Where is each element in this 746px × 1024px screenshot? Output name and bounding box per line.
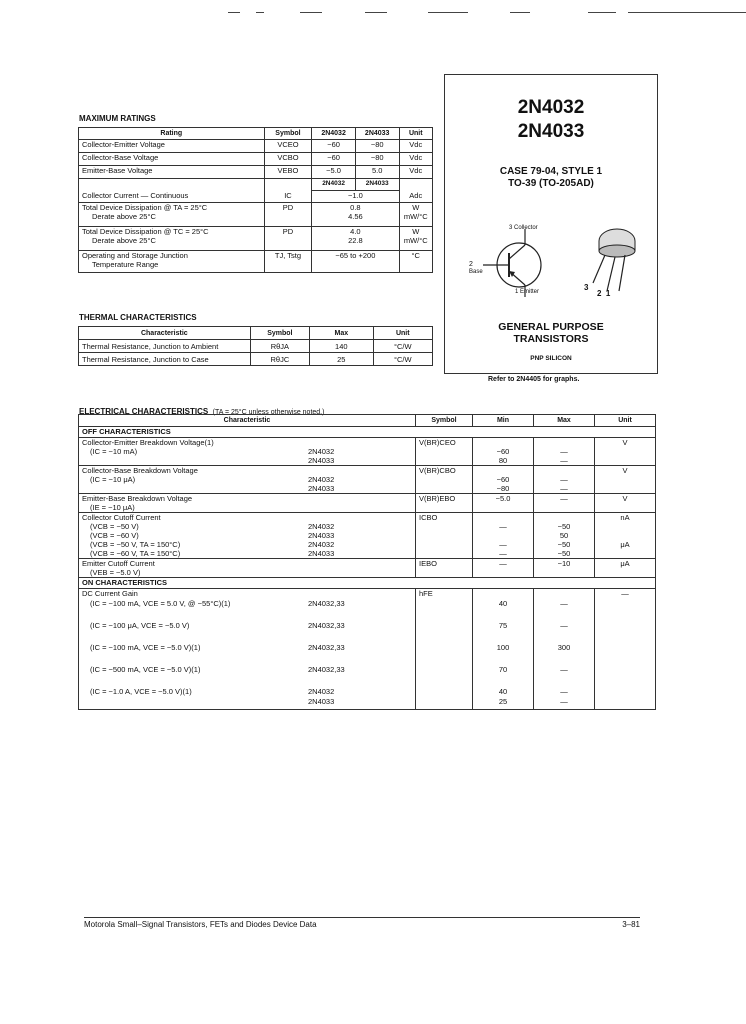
table-row: Collector-Emitter Breakdown Voltage(1) (IC = −10 mA) 2N4032 2N4033 V(BR)CEO −60 80 — — V: [79, 438, 656, 466]
general-purpose-2: TRANSISTORS: [513, 333, 589, 345]
max-ratings-table: [78, 127, 433, 273]
col-unit: Unit: [399, 128, 433, 140]
table-row: Emitter-Base Breakdown Voltage (IE = −10 μA) V(BR)EBO −5.0 — V: [79, 494, 656, 513]
base-pin-label: 2: [469, 261, 473, 268]
max-ratings-title: MAXIMUM RATINGS: [79, 114, 156, 123]
table-row: Collector Current — Continuous IC −1.0 Adc: [79, 191, 433, 203]
col-2n4032: 2N4032: [312, 128, 356, 140]
table-row: Collector Cutoff Current (VCB = −50 V) (VCB = −60 V) (VCB = −50 V, TA = 150°C) (VCB = −60 V, TA = 150°C) 2N4032 2N4033 2N4032 2N4033 ICBO — — — −50 50 −50 −50 nA μA: [79, 513, 656, 559]
base-label: Base: [469, 269, 483, 275]
pin-21-label: 2 1: [597, 289, 611, 298]
elec-title: ELECTRICAL CHARACTERISTICS (TA = 25°C unless otherwise noted.): [79, 407, 325, 416]
general-purpose-1: GENERAL PURPOSE: [498, 321, 604, 333]
electrical-characteristics-table: Characteristic Symbol Min Max Unit OFF CHARACTERISTICS Collector-Emitter Breakdown Voltage(1) (IC = −10 mA) 2N4032 2N4033 V(BR)CEO −60 80 — — V Collector-Base Breakdown Voltage (IC = −10 μA) 2N4032 2N4033 V(BR)CBO −60 −80 — — V Emitter-Base Breakdown Voltage (IE = −10 μA) V(BR)EBO −5.0 — V Collector Cutoff Current (VCB = −50 V) (VCB = −60 V) (VCB = −50 V, TA = 150°C) (VCB = −60 V, TA = 150°C) 2N4032 2N4033 2N4032 2N4033 ICBO — — — −50 50 −50 −50 nA μA Emitter Cutoff Current (VEB = −5.0 V) IEBO — −10 μA ON CHARACTERISTICS DC Current Gain (IC = −100 mA, VCE = 5.0 V, @ −55°C)(1) (IC = −100 μA, VCE = −5.0 V) (IC = −100 mA, VCE = −5.0 V)(1) (IC = −500 mA, VCE = −5.0 V)(1) (IC = −1.0 A, VCE = −5.0 V)(1) 2N4032,33 2N4032,33 2N4032,33 2N4032,33 2N4032 2N4033 hFE 40 75 100 70 40 25 — — 300 — — — —: [78, 414, 656, 710]
col-symbol: Symbol: [264, 128, 312, 140]
table-row: Thermal Resistance, Junction to Ambient RθJA 140 °C/W: [79, 340, 433, 353]
table-row: DC Current Gain (IC = −100 mA, VCE = 5.0 V, @ −55°C)(1) (IC = −100 μA, VCE = −5.0 V) (IC = −100 mA, VCE = −5.0 V)(1) (IC = −500 mA, VCE = −5.0 V)(1) (IC = −1.0 A, VCE = −5.0 V)(1) 2N4032,33 2N4032,33 2N4032,33 2N4032,33 2N4032 2N4033 hFE 40 75 100 70 40 25 — — 300 — — — —: [79, 589, 656, 710]
package-info-box: [444, 74, 658, 374]
table-row: Operating and Storage Junction Temperature Range TJ, Tstg −65 to +200 °C: [79, 251, 433, 273]
pnp-silicon: PNP SILICON: [530, 355, 572, 362]
table-row: Emitter Cutoff Current (VEB = −5.0 V) IEBO — −10 μA: [79, 559, 656, 578]
part-number-1: 2N4032: [517, 97, 585, 118]
table-row: 2N4032 2N4033: [79, 179, 433, 191]
col-2n4033: 2N4033: [355, 128, 399, 140]
table-row: Total Device Dissipation @ TC = 25°C Derate above 25°C PD 4.0 22.8 W mW/°C: [79, 227, 433, 251]
collector-label: 3 Collector: [509, 225, 538, 231]
table-row: Collector-Base Breakdown Voltage (IC = −10 μA) 2N4032 2N4033 V(BR)CBO −60 −80 — — V: [79, 466, 656, 494]
on-section-label: ON CHARACTERISTICS: [79, 578, 656, 589]
table-row: Total Device Dissipation @ TA = 25°C Derate above 25°C PD 0.8 4.56 W mW/°C: [79, 203, 433, 227]
refer-note: Refer to 2N4405 for graphs.: [488, 376, 580, 383]
case-line-2: TO-39 (TO-205AD): [508, 178, 594, 189]
case-line-1: CASE 79-04, STYLE 1: [499, 166, 603, 177]
part-number-2: 2N4033: [517, 121, 585, 142]
footer-text: Motorola Small–Signal Transistors, FETs and Diodes Device Data: [84, 920, 317, 929]
table-row: Collector-Emitter Voltage VCEO −60 −80 Vdc: [79, 140, 433, 153]
table-row: Thermal Resistance, Junction to Case RθJC 25 °C/W: [79, 353, 433, 366]
transistor-symbol-icon: [445, 215, 657, 310]
col-rating: Rating: [79, 128, 265, 140]
pin-3-label: 3: [584, 283, 589, 292]
emitter-label: 1 Emitter: [515, 289, 540, 295]
off-section-label: OFF CHARACTERISTICS: [79, 427, 656, 438]
footer: [84, 917, 640, 929]
table-row: Emitter-Base Voltage VEBO −5.0 5.0 Vdc: [79, 166, 433, 179]
thermal-title: THERMAL CHARACTERISTICS: [79, 313, 197, 322]
table-row: Collector-Base Voltage VCBO −60 −80 Vdc: [79, 153, 433, 166]
page-number: 3–81: [622, 920, 640, 929]
thermal-table: Characteristic Symbol Max Unit Thermal Resistance, Junction to Ambient RθJA 140 °C/W Thermal Resistance, Junction to Case RθJC 25 °C/W: [78, 326, 433, 366]
